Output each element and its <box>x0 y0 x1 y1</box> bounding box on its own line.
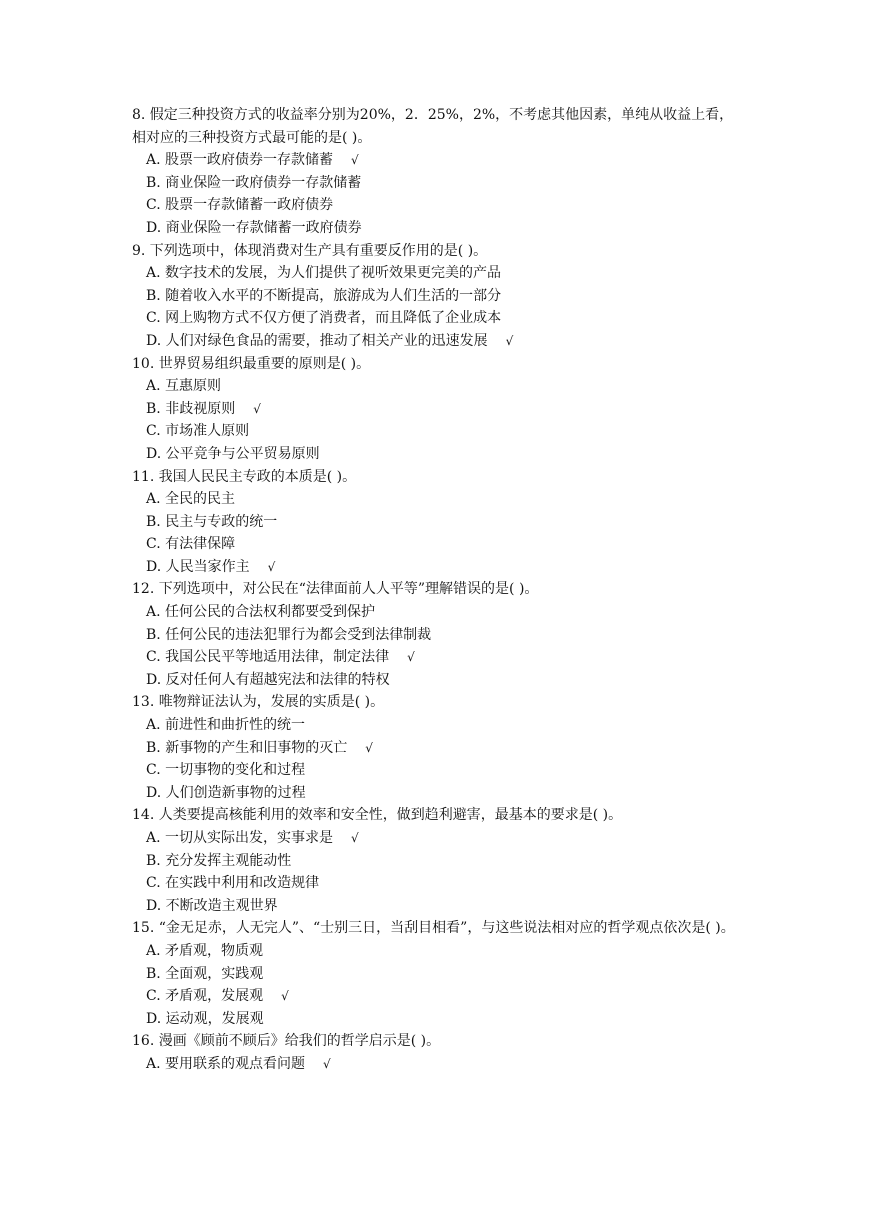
option-item <box>132 217 742 240</box>
check-mark-icon: √ <box>505 333 514 348</box>
question-3 <box>132 353 742 466</box>
question-9 <box>132 1030 742 1075</box>
question-7 <box>132 804 742 917</box>
check-mark-icon: √ <box>323 1056 331 1071</box>
option-text: B. 任何公民的违法犯罪行为都会受到法律制裁 <box>146 626 432 643</box>
option-item <box>132 782 742 805</box>
option-list <box>132 488 742 578</box>
option-item <box>132 488 742 511</box>
option-list <box>132 714 742 804</box>
question-text: 12. 下列选项中，对公民在“法律面前人人平等”理解错误的是( )。 <box>132 581 539 598</box>
check-mark-icon: √ <box>351 153 359 168</box>
question-4 <box>132 466 742 579</box>
option-text: B. 民主与专政的统一 <box>146 513 278 530</box>
option-text: B. 全面观，实践观 <box>146 965 264 982</box>
option-text: B. 商业保险一政府债券一存款储蓄 <box>146 174 362 191</box>
option-item <box>132 624 742 647</box>
option-item <box>132 262 742 285</box>
option-list <box>132 827 742 917</box>
question-1 <box>132 104 742 240</box>
option-item <box>132 850 742 873</box>
option-text: D. 商业保险一存款储蓄一政府债券 <box>146 219 362 236</box>
option-item <box>132 307 742 330</box>
option-text: C. 在实践中利用和改造规律 <box>146 875 320 892</box>
option-item <box>132 533 742 556</box>
option-item <box>132 375 742 398</box>
check-mark-icon: √ <box>267 559 276 574</box>
check-mark-icon: √ <box>365 740 373 755</box>
option-item <box>132 172 742 195</box>
question-text: 15. “金无足赤，人无完人”、“士别三日，当刮目相看”，与这些说法相对应的哲学观点依次是( )。 <box>132 920 735 937</box>
option-item <box>132 714 742 737</box>
option-item <box>132 601 742 624</box>
question-8 <box>132 917 742 1030</box>
option-text: A. 矛盾观，物质观 <box>146 942 264 959</box>
check-mark-icon: √ <box>407 650 415 665</box>
option-item <box>132 285 742 308</box>
option-text: A. 一切从实际出发，实事求是 <box>146 830 334 846</box>
option-text: C. 市场准人原则 <box>146 423 250 440</box>
check-mark-icon: √ <box>281 989 289 1004</box>
question-text: 16. 漫画《顾前不顾后》给我们的哲学启示是( )。 <box>132 1033 441 1050</box>
option-text: D. 不断改造主观世界 <box>146 897 278 914</box>
option-item <box>132 759 742 782</box>
option-list <box>132 601 742 691</box>
option-list <box>132 149 742 239</box>
option-list <box>132 375 742 465</box>
option-text: A. 全民的民主 <box>146 491 236 508</box>
check-mark-icon: √ <box>253 401 261 416</box>
check-mark-icon: √ <box>351 831 359 845</box>
question-list <box>132 104 742 1076</box>
question-text: 10. 世界贸易组织最重要的原则是( )。 <box>132 355 371 372</box>
question-text: 11. 我国人民民主专政的本质是( )。 <box>132 468 357 485</box>
option-text: A. 数字技术的发展，为人们提供了视听效果更完美的产品 <box>146 265 502 282</box>
option-text: A. 股票一政府债券一存款储蓄 <box>146 152 334 169</box>
option-text: D. 人们对绿色食品的需要，推动了相关产业的迅速发展 <box>146 332 488 349</box>
option-text: C. 有法律保障 <box>146 536 236 553</box>
option-text: C. 我国公民平等地适用法律，制定法律 <box>146 649 390 666</box>
option-text: A. 要用联系的观点看问题 <box>146 1055 306 1072</box>
option-text: C. 矛盾观，发展观 <box>146 988 264 1005</box>
question-text: 9. 下列选项中，体现消费对生产具有重要反作用的是( )。 <box>132 242 488 259</box>
option-item <box>132 646 742 669</box>
option-item <box>132 827 742 850</box>
option-item <box>132 420 742 443</box>
option-item <box>132 1053 742 1076</box>
question-text: 14. 人类要提高核能利用的效率和安全性，做到趋利避害，最基本的要求是( )。 <box>132 807 623 824</box>
option-item <box>132 940 742 963</box>
option-text: D. 人民当家作主 <box>146 558 250 575</box>
option-item <box>132 556 742 579</box>
option-text: A. 前进性和曲折性的统一 <box>146 717 306 734</box>
option-text: C. 股票一存款储蓄一政府债券 <box>146 197 334 214</box>
option-text: A. 互惠原则 <box>146 378 222 395</box>
option-text: D. 公平竞争与公平贸易原则 <box>146 445 320 462</box>
option-item <box>132 511 742 534</box>
option-item <box>132 737 742 760</box>
option-list <box>132 1053 742 1076</box>
option-item <box>132 330 742 353</box>
option-text: D. 人们创造新事物的过程 <box>146 784 306 801</box>
question-text: 8. 假定三种投资方式的收益率分别为20%，2．25%，2%，不考虑其他因素，单纯从收益上看，相对应的三种投资方式最可能的是( )。 <box>132 107 734 146</box>
question-6 <box>132 691 742 804</box>
option-text: B. 充分发挥主观能动性 <box>146 852 292 869</box>
option-text: C. 一切事物的变化和过程 <box>146 762 306 779</box>
option-text: C. 网上购物方式不仅方便了消费者，而且降低了企业成本 <box>146 310 502 327</box>
option-text: B. 随着收入水平的不断提高，旅游成为人们生活的一部分 <box>146 287 502 304</box>
option-text: D. 反对任何人有超越宪法和法律的特权 <box>146 671 390 688</box>
option-item <box>132 963 742 986</box>
option-item <box>132 872 742 895</box>
option-text: B. 新事物的产生和旧事物的灭亡 <box>146 739 348 756</box>
option-item <box>132 398 742 421</box>
option-item <box>132 1008 742 1031</box>
option-item <box>132 443 742 466</box>
option-item <box>132 194 742 217</box>
option-list <box>132 940 742 1030</box>
option-text: B. 非歧视原则 <box>146 400 236 417</box>
option-item <box>132 149 742 172</box>
option-text: D. 运动观，发展观 <box>146 1010 264 1027</box>
question-5 <box>132 578 742 691</box>
option-list <box>132 262 742 352</box>
option-item <box>132 669 742 692</box>
option-item <box>132 985 742 1008</box>
option-item <box>132 895 742 918</box>
question-text: 13. 唯物辩证法认为，发展的实质是( )。 <box>132 694 385 711</box>
option-text: A. 任何公民的合法权利都要受到保护 <box>146 604 376 621</box>
question-2 <box>132 240 742 353</box>
